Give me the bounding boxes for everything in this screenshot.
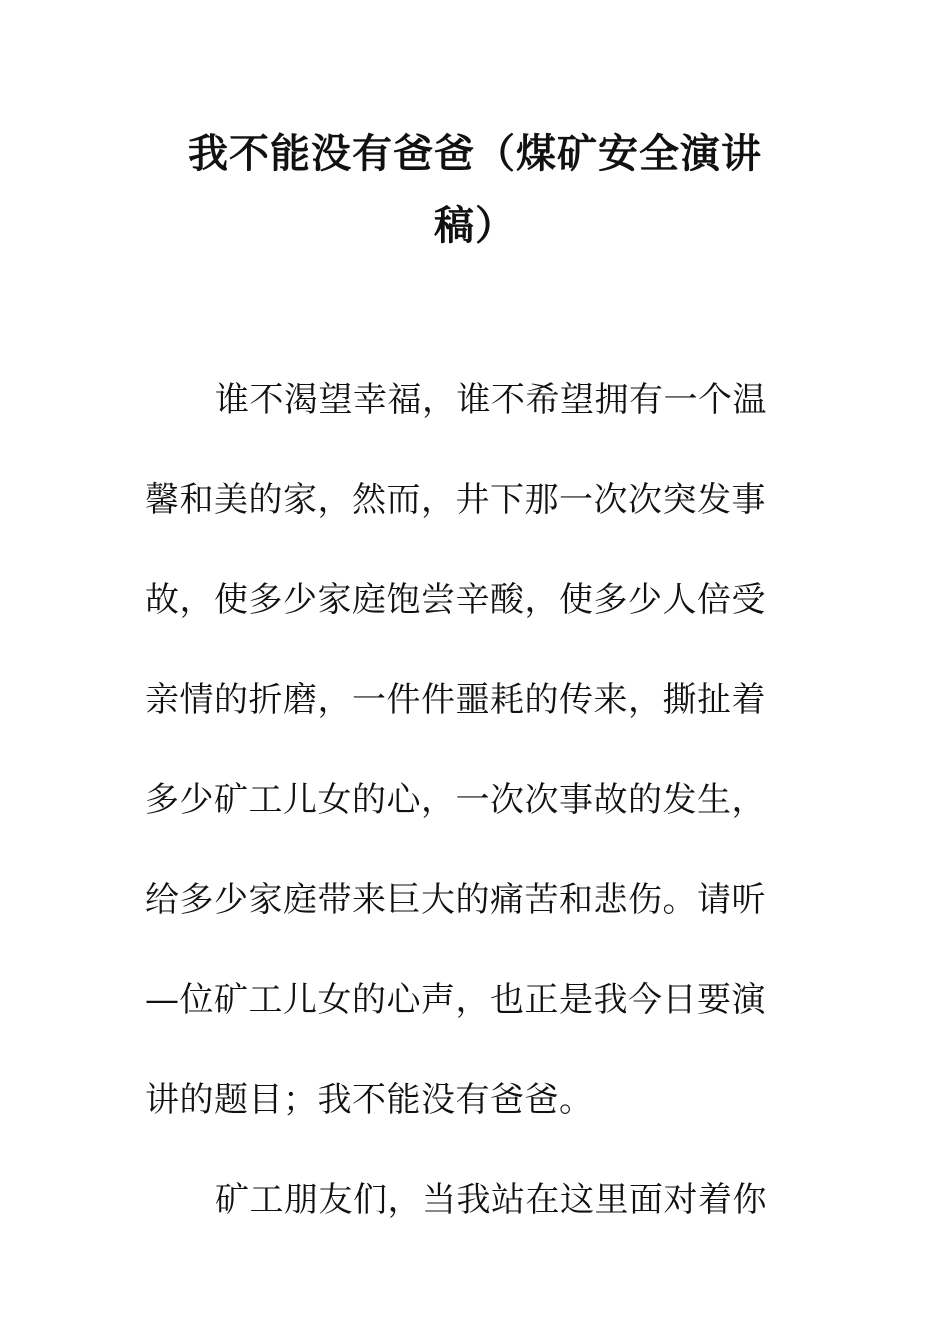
paragraph-1-line-2: 馨和美的家，然而，井下那一次次突发事 [145,480,766,520]
paragraph-1-line-4: 亲情的折磨，一件件噩耗的传来，撕扯着 [145,680,766,720]
document-title [145,118,805,262]
paragraph-1-line-8: 讲的题目；我不能没有爸爸。 [145,1080,594,1120]
paragraph-1-line-1: 谁不渴望幸福，谁不希望拥有一个温 [215,380,767,420]
paragraph-1-line-6: 给多少家庭带来巨大的痛苦和悲伤。请听 [145,880,766,920]
title-line-2: 稿） [434,202,516,249]
paragraph-1-line-5: 多少矿工儿女的心，一次次事故的发生， [145,780,766,820]
title-line-1: 我不能没有爸爸（煤矿安全演讲 [188,130,762,177]
document-body [145,368,785,1268]
paragraph-2-line-1: 矿工朋友们，当我站在这里面对着你 [215,1180,767,1220]
paragraph-1-line-7: —位矿工儿女的心声，也正是我今日要演 [145,980,766,1020]
paragraph-1-line-3: 故，使多少家庭饱尝辛酸，使多少人倍受 [145,580,766,620]
